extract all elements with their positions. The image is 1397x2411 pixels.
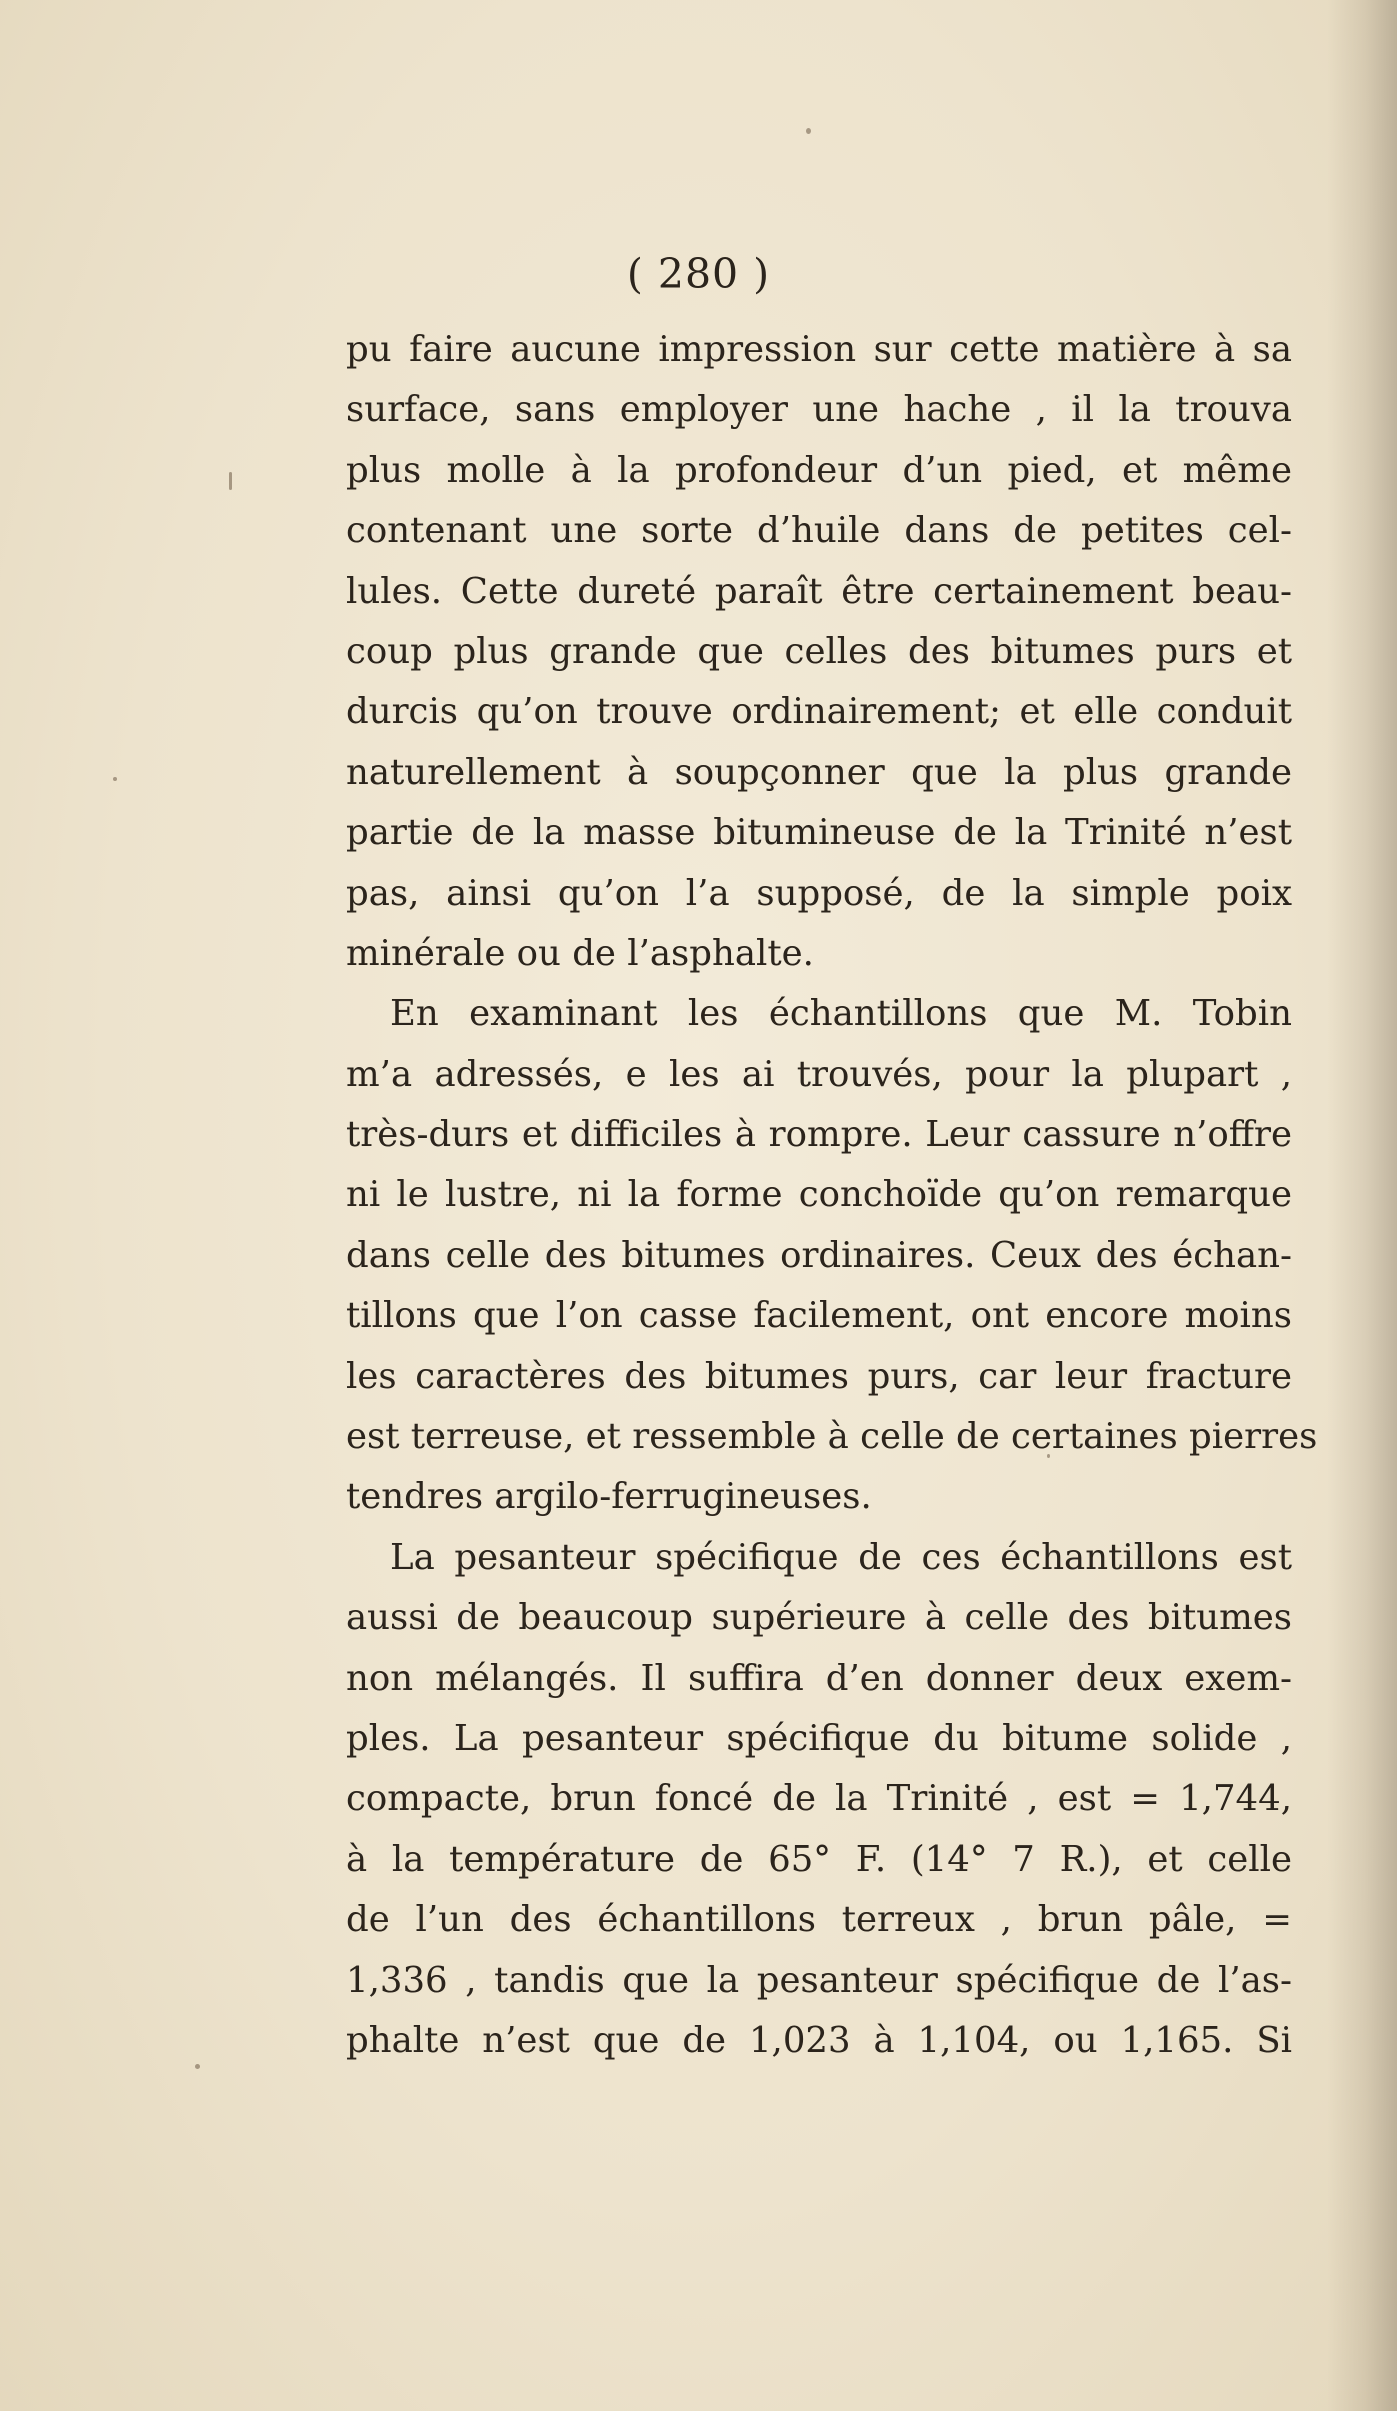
text-line: ples. La pesanteur spécifique du bitume solide , (346, 1717, 1292, 1759)
ink-speck (229, 472, 232, 490)
text-line: 1,336 , tandis que la pesanteur spécifique de l’as- (346, 1959, 1292, 2001)
page-edge-shadow (1327, 0, 1397, 2411)
text-line: contenant une sorte d’huile dans de petites cel- (346, 510, 1292, 552)
ink-speck (113, 777, 117, 781)
text-line: dans celle des bitumes ordinaires. Ceux des échan- (346, 1234, 1292, 1276)
text-line: pu faire aucune impression sur cette matière à sa (346, 329, 1292, 370)
text-line: aussi de beaucoup supérieure à celle des bitumes (346, 1597, 1292, 1639)
paragraph-start-line: En examinant les échantillons que M. Tobin (390, 993, 1292, 1035)
text-line: non mélangés. Il suffira d’en donner deux exem- (346, 1657, 1292, 1699)
text-line: m’a adressés, e les ai trouvés, pour la plupart , (346, 1053, 1292, 1095)
text-line: est terreuse, et ressemble à celle de certaines pierres (346, 1416, 1318, 1458)
paragraph-end-line: tendres argilo-ferrugineuses. (346, 1476, 872, 1518)
paragraph-end-line: minérale ou de l’asphalte. (346, 932, 814, 974)
page-number: ( 280 ) (626, 250, 771, 298)
text-line: pas, ainsi qu’on l’a supposé, de la simple poix (346, 872, 1292, 914)
text-line: coup plus grande que celles des bitumes purs et (346, 630, 1292, 672)
text-line: de l’un des échantillons terreux , brun pâle, = (346, 1899, 1292, 1941)
text-line: très-durs et difficiles à rompre. Leur cassure n’offre (346, 1114, 1292, 1156)
text-line: les caractères des bitumes purs, car leur fracture (346, 1355, 1292, 1397)
text-line: surface, sans employer une hache , il la trouva (346, 389, 1292, 431)
text-line: phalte n’est que de 1,023 à 1,104, ou 1,165. Si (346, 2019, 1292, 2061)
body-text (346, 320, 1318, 2071)
text-line: naturellement à soupçonner que la plus grande (346, 751, 1292, 793)
paragraph-start-line: La pesanteur spécifique de ces échantillons est (390, 1536, 1292, 1578)
ink-speck (806, 128, 811, 134)
text-line: à la température de 65° F. (14° 7 R.), et celle (346, 1838, 1292, 1880)
ink-speck (195, 2064, 200, 2069)
text-line: lules. Cette dureté paraît être certainement beau- (346, 570, 1292, 612)
text-line: ni le lustre, ni la forme conchoïde qu’on remarque (346, 1174, 1292, 1216)
text-line: tillons que l’on casse facilement, ont encore moins (346, 1295, 1292, 1337)
text-line: partie de la masse bitumineuse de la Trinité n’est (346, 812, 1292, 854)
text-line: compacte, brun foncé de la Trinité , est = 1,744, (346, 1778, 1292, 1820)
text-line: plus molle à la profondeur d’un pied, et même (346, 449, 1292, 491)
text-line: durcis qu’on trouve ordinairement; et elle conduit (346, 691, 1292, 733)
